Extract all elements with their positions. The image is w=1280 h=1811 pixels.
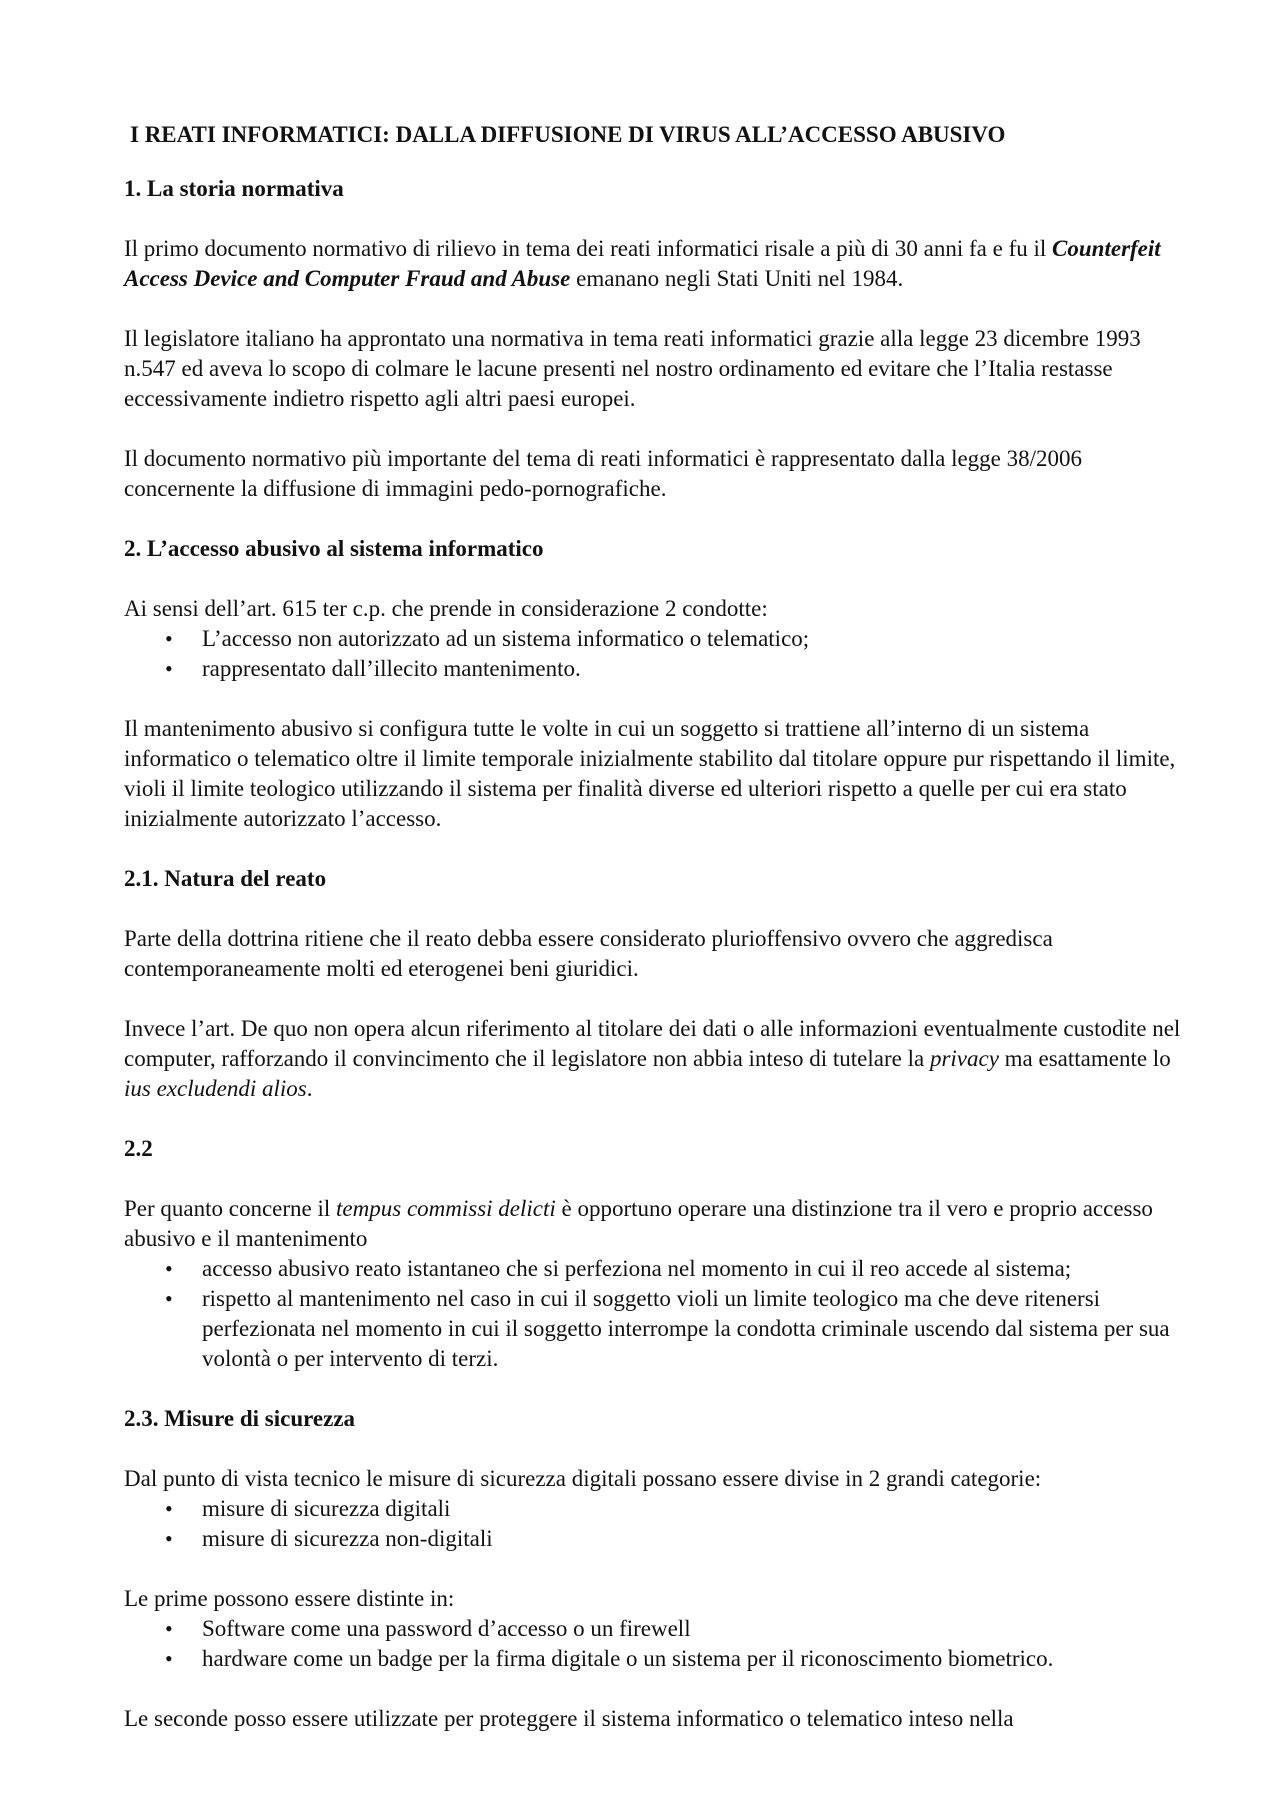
- list-item: • misure di sicurezza digitali: [124, 1494, 1184, 1524]
- paragraph: Invece l’art. De quo non opera alcun riferimento al titolare dei dati o alle informazioni eventualmente custodite nel computer, rafforzando il convincimento che il legislatore non abbia inteso di tutelare la privacy ma esattamente lo ius excludendi alios.: [124, 1016, 1181, 1101]
- list-item: • rispetto al mantenimento nel caso in cui il soggetto violi un limite teologico ma che deve ritenersi perfezionata nel momento in cui il soggetto interrompe la condotta criminale uscendo dal sistema per sua volontà o per intervento di terzi.: [124, 1284, 1184, 1374]
- list-item: • hardware come un badge per la firma digitale o un sistema per il riconoscimento biometrico.: [124, 1644, 1184, 1674]
- paragraph: Il primo documento normativo di rilievo in tema dei reati informatici risale a più di 30 anni fa e fu il Counterfeit Access Device and Computer Fraud and Abuse emanano negli Stati Uniti nel 1984.: [124, 236, 1161, 291]
- section-heading-2-2: 2.2: [124, 1136, 153, 1161]
- section-heading-1: 1. La storia normativa: [124, 176, 344, 201]
- list-item: • accesso abusivo reato istantaneo che si perfeziona nel momento in cui il reo accede al sistema;: [124, 1254, 1184, 1284]
- section-heading-2-1: 2.1. Natura del reato: [124, 866, 327, 891]
- bullet-list: [124, 1614, 1184, 1674]
- section-heading-2: 2. L’accesso abusivo al sistema informatico: [124, 536, 544, 561]
- paragraph: Per quanto concerne il tempus commissi delicti è opportuno operare una distinzione tra il vero e proprio accesso abusivo e il mantenimento: [124, 1196, 1153, 1251]
- paragraph: Ai sensi dell’art. 615 ter c.p. che prende in considerazione 2 condotte:: [124, 596, 768, 621]
- paragraph: Il legislatore italiano ha approntato una normativa in tema reati informatici grazie alla legge 23 dicembre 1993 n.547 ed aveva lo scopo di colmare le lacune presenti nel nostro ordinamento ed evitare che l’Italia restasse eccessivamente indietro rispetto agli altri paesi europei.: [124, 326, 1141, 411]
- list-item: • Software come una password d’accesso o un firewell: [124, 1614, 1184, 1644]
- document-body: [124, 120, 1184, 1764]
- paragraph: Parte della dottrina ritiene che il reato debba essere considerato plurioffensivo ovvero che aggredisca contemporaneamente molti ed eterogenei beni giuridici.: [124, 926, 1053, 981]
- paragraph: Il documento normativo più importante del tema di reati informatici è rappresentato dalla legge 38/2006 concernente la diffusione di immagini pedo-pornografiche.: [124, 446, 1083, 501]
- law-title: Counterfeit Access Device and Computer Fraud and Abuse: [124, 236, 1161, 291]
- paragraph: Dal punto di vista tecnico le misure di sicurezza digitali possano essere divise in 2 grandi categorie:: [124, 1466, 1042, 1491]
- list-item: • rappresentato dall’illecito mantenimento.: [124, 654, 1184, 684]
- document-title: I REATI INFORMATICI: DALLA DIFFUSIONE DI VIRUS ALL’ACCESSO ABUSIVO: [130, 122, 1006, 147]
- bullet-list: [124, 1494, 1184, 1554]
- list-item: • L’accesso non autorizzato ad un sistema informatico o telematico;: [124, 624, 1184, 654]
- section-heading-2-3: 2.3. Misure di sicurezza: [124, 1406, 356, 1431]
- paragraph: Le seconde posso essere utilizzate per proteggere il sistema informatico o telematico inteso nella: [124, 1706, 1014, 1731]
- paragraph: Le prime possono essere distinte in:: [124, 1586, 455, 1611]
- paragraph: Il mantenimento abusivo si configura tutte le volte in cui un soggetto si trattiene all’interno di un sistema informatico o telematico oltre il limite temporale inizialmente stabilito dal titolare oppure pur rispettando il limite, violi il limite teologico utilizzando il sistema per finalità diverse ed ulteriori rispetto a quelle per cui era stato inizialmente autorizzato l’accesso.: [124, 716, 1176, 831]
- bullet-list: [124, 1254, 1184, 1374]
- bullet-list: [124, 624, 1184, 684]
- list-item: • misure di sicurezza non-digitali: [124, 1524, 1184, 1554]
